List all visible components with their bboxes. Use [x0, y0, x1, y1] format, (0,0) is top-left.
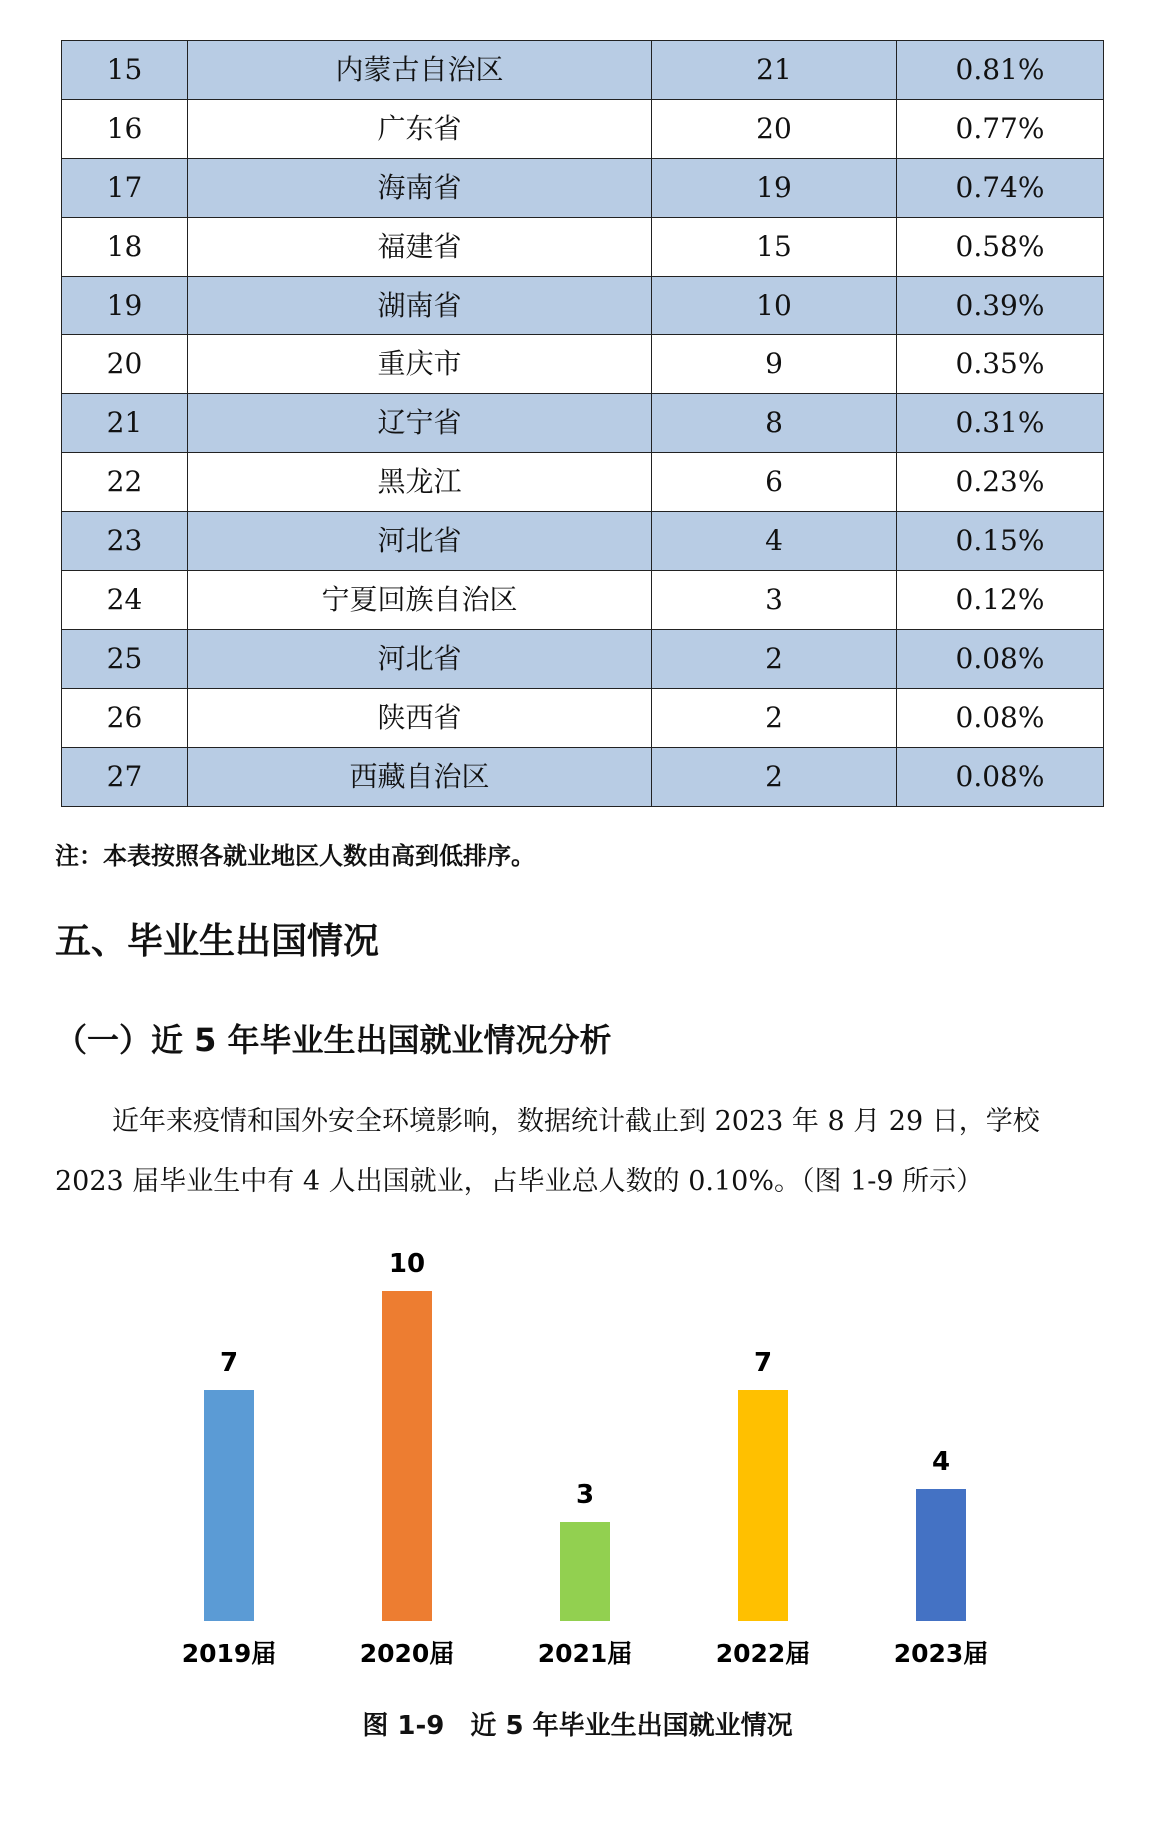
region-cell: 内蒙古自治区: [188, 41, 652, 100]
bar-2023届: [916, 1489, 966, 1621]
rank-cell: 15: [62, 41, 188, 100]
count-cell: 19: [652, 158, 897, 217]
table-row: [62, 217, 1104, 276]
bar-2020届: [382, 1291, 432, 1621]
body-paragraph: [55, 1092, 1115, 1212]
percent-cell: 0.81%: [897, 41, 1104, 100]
table-row: [62, 158, 1104, 217]
region-cell: 宁夏回族自治区: [188, 571, 652, 630]
rank-cell: 20: [62, 335, 188, 394]
paragraph-line-2: 2023 届毕业生中有 4 人出国就业，占毕业总人数的 0.10%。（图 1-9 所示）: [55, 1166, 984, 1197]
rank-cell: 16: [62, 99, 188, 158]
count-cell: 2: [652, 688, 897, 747]
region-cell: 西藏自治区: [188, 747, 652, 806]
rank-cell: 24: [62, 571, 188, 630]
percent-cell: 0.08%: [897, 629, 1104, 688]
rank-cell: 19: [62, 276, 188, 335]
count-cell: 2: [652, 747, 897, 806]
table-row: [62, 453, 1104, 512]
rank-cell: 27: [62, 747, 188, 806]
percent-cell: 0.08%: [897, 747, 1104, 806]
x-tick-label: 2019届: [181, 1639, 277, 1668]
bar-2019届: [204, 1390, 254, 1621]
rank-cell: 22: [62, 453, 188, 512]
percent-cell: 0.12%: [897, 571, 1104, 630]
paragraph-line-1: 近年来疫情和国外安全环境影响，数据统计截止到 2023 年 8 月 29 日，学校: [112, 1106, 1040, 1137]
table-row: [62, 688, 1104, 747]
percent-cell: 0.77%: [897, 99, 1104, 158]
data-label: 7: [753, 1348, 773, 1378]
count-cell: 15: [652, 217, 897, 276]
region-cell: 河北省: [188, 629, 652, 688]
data-label: 10: [388, 1249, 426, 1279]
percent-cell: 0.15%: [897, 512, 1104, 571]
count-cell: 8: [652, 394, 897, 453]
percent-cell: 0.08%: [897, 688, 1104, 747]
region-cell: 陕西省: [188, 688, 652, 747]
section-heading: 五、毕业生出国情况: [55, 921, 380, 962]
subsection-heading: （一）近 5 年毕业生出国就业情况分析: [55, 1021, 612, 1059]
region-employment-table: [61, 40, 1104, 807]
region-cell: 河北省: [188, 512, 652, 571]
table-row: [62, 747, 1104, 806]
table-row: [62, 41, 1104, 100]
count-cell: 21: [652, 41, 897, 100]
count-cell: 6: [652, 453, 897, 512]
percent-cell: 0.31%: [897, 394, 1104, 453]
data-label: 3: [575, 1480, 595, 1510]
percent-cell: 0.35%: [897, 335, 1104, 394]
count-cell: 10: [652, 276, 897, 335]
data-label: 7: [219, 1348, 239, 1378]
percent-cell: 0.74%: [897, 158, 1104, 217]
rank-cell: 26: [62, 688, 188, 747]
table-row: [62, 512, 1104, 571]
x-tick-label: 2022届: [715, 1639, 811, 1668]
region-cell: 广东省: [188, 99, 652, 158]
rank-cell: 21: [62, 394, 188, 453]
region-cell: 海南省: [188, 158, 652, 217]
region-cell: 福建省: [188, 217, 652, 276]
region-cell: 辽宁省: [188, 394, 652, 453]
overseas-employment-bar-chart: [0, 1230, 1155, 1670]
bar-2022届: [738, 1390, 788, 1621]
count-cell: 3: [652, 571, 897, 630]
count-cell: 2: [652, 629, 897, 688]
rank-cell: 17: [62, 158, 188, 217]
rank-cell: 18: [62, 217, 188, 276]
table-row: [62, 629, 1104, 688]
percent-cell: 0.23%: [897, 453, 1104, 512]
data-label: 4: [931, 1447, 951, 1477]
percent-cell: 0.58%: [897, 217, 1104, 276]
region-cell: 湖南省: [188, 276, 652, 335]
region-cell: 黑龙江: [188, 453, 652, 512]
rank-cell: 23: [62, 512, 188, 571]
table-row: [62, 571, 1104, 630]
table-note: 注：本表按照各就业地区人数由高到低排序。: [55, 842, 535, 870]
table-row: [62, 276, 1104, 335]
region-cell: 重庆市: [188, 335, 652, 394]
rank-cell: 25: [62, 629, 188, 688]
x-tick-label: 2023届: [893, 1639, 989, 1668]
count-cell: 20: [652, 99, 897, 158]
table-row: [62, 394, 1104, 453]
count-cell: 4: [652, 512, 897, 571]
table-row: [62, 335, 1104, 394]
percent-cell: 0.39%: [897, 276, 1104, 335]
bar-2021届: [560, 1522, 610, 1621]
figure-caption: 图 1-9 近 5 年毕业生出国就业情况: [362, 1711, 793, 1741]
count-cell: 9: [652, 335, 897, 394]
table-body: [62, 41, 1104, 807]
table-row: [62, 99, 1104, 158]
x-tick-label: 2021届: [537, 1639, 633, 1668]
x-tick-label: 2020届: [359, 1639, 455, 1668]
